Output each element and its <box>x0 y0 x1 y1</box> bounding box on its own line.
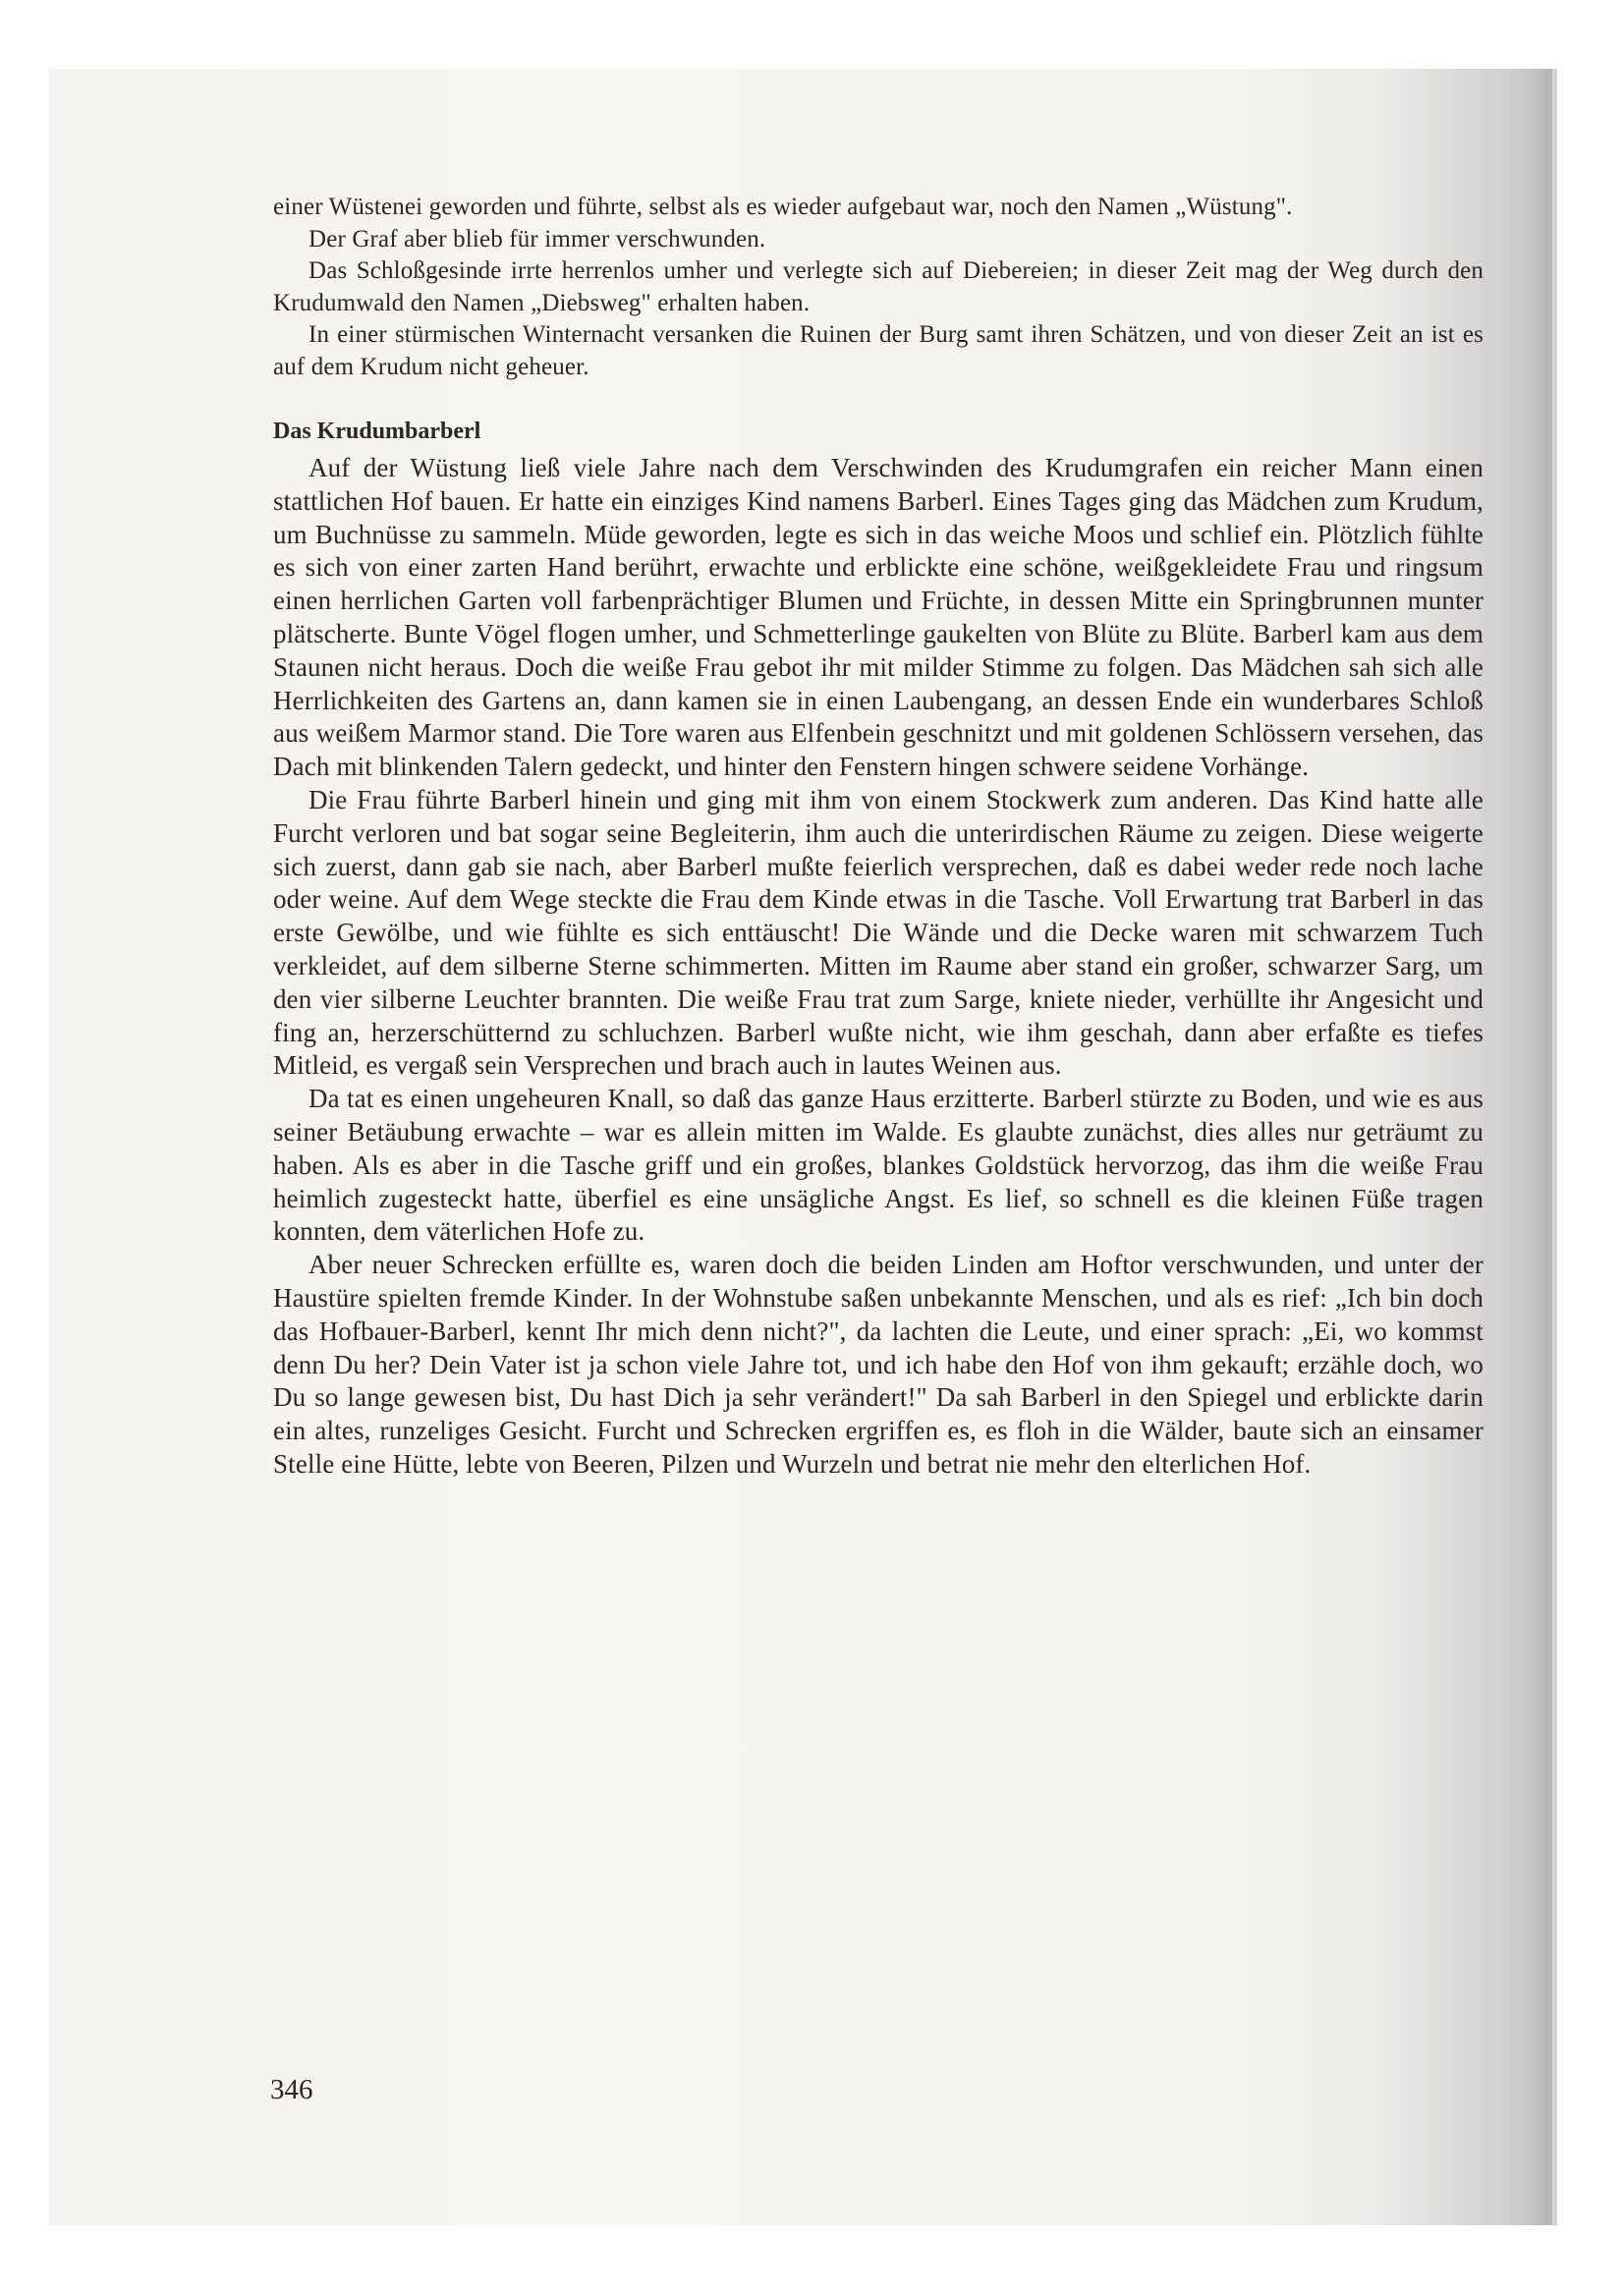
paragraph-intro-1: einer Wüstenei geworden und führte, selbst als es wieder aufgebaut war, noch den Namen „Wüstung". <box>273 194 1293 220</box>
paragraph-intro-4: In einer stürmischen Winternacht versanken die Ruinen der Burg samt ihren Schätzen, und von dieser Zeit an ist es auf dem Krudum nicht geheuer. <box>273 321 1484 380</box>
paragraph-story-2: Die Frau führte Barberl hinein und ging mit ihm von einem Stockwerk zum anderen. Das Kind hatte alle Furcht verloren und bat sogar seine Begleiterin, ihm auch die unterirdischen Räume zu zeigen. Diese weigerte sich zuerst, dann gab sie nach, aber Barberl mußte feierlich versprechen, daß es dabei weder rede noch lache oder weine. Auf dem Wege steckte die Frau dem Kinde etwas in die Tasche. Voll Erwartung trat Barberl in das erste Gewölbe, und wie fühlte es sich enttäuscht! Die Wände und die Decke waren mit schwarzem Tuch verkleidet, auf dem silberne Sterne schimmerten. Mitten im Raume aber stand ein großer, schwarzer Sarg, um den vier silberne Leuchter brannten. Die weiße Frau trat zum Sarge, kniete nieder, verhüllte ihr Angesicht und fing an, herzerschütternd zu schluchzen. Barberl wußte nicht, wie ihm geschah, dann aber erfaßte es tiefes Mitleid, es vergaß sein Versprechen und brach auch in lautes Weinen aus. <box>273 784 1484 1081</box>
section-title: Das Krudumbarberl <box>273 419 481 444</box>
page-number: 346 <box>270 2074 313 2105</box>
binding-shadow <box>1524 69 1557 2225</box>
page-text <box>273 192 1484 1482</box>
paragraph-story-3: Da tat es einen ungeheuren Knall, so daß das ganze Haus erzitterte. Barberl stürzte zu Boden, und wie es aus seiner Betäubung erwachte – war es allein mitten im Walde. Es glaubte zunächst, dies alles nur geträumt zu haben. Als es aber in die Tasche griff und ein großes, blankes Goldstück hervorzog, das ihm die weiße Frau heimlich zugesteckt hatte, überfiel es eine unsägliche Angst. Es lief, so schnell es die kleinen Füße tragen konnten, dem väterlichen Hofe zu. <box>273 1084 1484 1247</box>
paragraph-intro-2: Der Graf aber blieb für immer verschwunden. <box>308 225 766 252</box>
paragraph-intro-3: Das Schloßgesinde irrte herrenlos umher und verlegte sich auf Diebereien; in dieser Zeit mag der Weg durch den Krudumwald den Namen „Diebsweg" erhalten haben. <box>273 257 1484 316</box>
paragraph-story-4: Aber neuer Schrecken erfüllte es, waren doch die beiden Linden am Hoftor verschwunden, und unter der Haustüre spielten fremde Kinder. In der Wohnstube saßen unbekannte Menschen, und als es rief: „Ich bin doch das Hofbauer-Barberl, kennt Ihr mich denn nicht?", da lachten die Leute, und einer sprach: „Ei, wo kommst denn Du her? Dein Vater ist ja schon viele Jahre tot, und ich habe den Hof von ihm gekauft; erzähle doch, wo Du so lange gewesen bist, Du hast Dich ja sehr verändert!" Da sah Barberl in den Spiegel und erblickte darin ein altes, runzeliges Gesicht. Furcht und Schrecken ergriffen es, es floh in die Wälder, baute sich an einsamer Stelle eine Hütte, lebte von Beeren, Pilzen und Wurzeln und betrat nie mehr den elterlichen Hof. <box>273 1250 1484 1479</box>
paragraph-story-1: Auf der Wüstung ließ viele Jahre nach dem Verschwinden des Krudumgrafen ein reicher Mann einen stattlichen Hof bauen. Er hatte ein einziges Kind namens Barberl. Eines Tages ging das Mädchen zum Krudum, um Buchnüsse zu sammeln. Müde geworden, legte es sich in das weiche Moos und schlief ein. Plötzlich fühlte es sich von einer zarten Hand berührt, erwachte und erblickte eine schöne, weißgekleidete Frau und ringsum einen herrlichen Garten voll farbenprächtiger Blumen und Früchte, in dessen Mitte ein Springbrunnen munter plätscherte. Bunte Vögel flogen umher, und Schmetterlinge gaukelten von Blüte zu Blüte. Barberl kam aus dem Staunen nicht heraus. Doch die weiße Frau gebot ihr mit milder Stimme zu folgen. Das Mädchen sah sich alle Herrlichkeiten des Gartens an, dann kamen sie in einen Laubengang, an dessen Ende ein wunderbares Schloß aus weißem Marmor stand. Die Tore waren aus Elfenbein geschnitzt und mit goldenen Schlössern versehen, das Dach mit blinkenden Talern gedeckt, und hinter den Fenstern hingen schwere seidene Vorhänge. <box>273 453 1484 782</box>
